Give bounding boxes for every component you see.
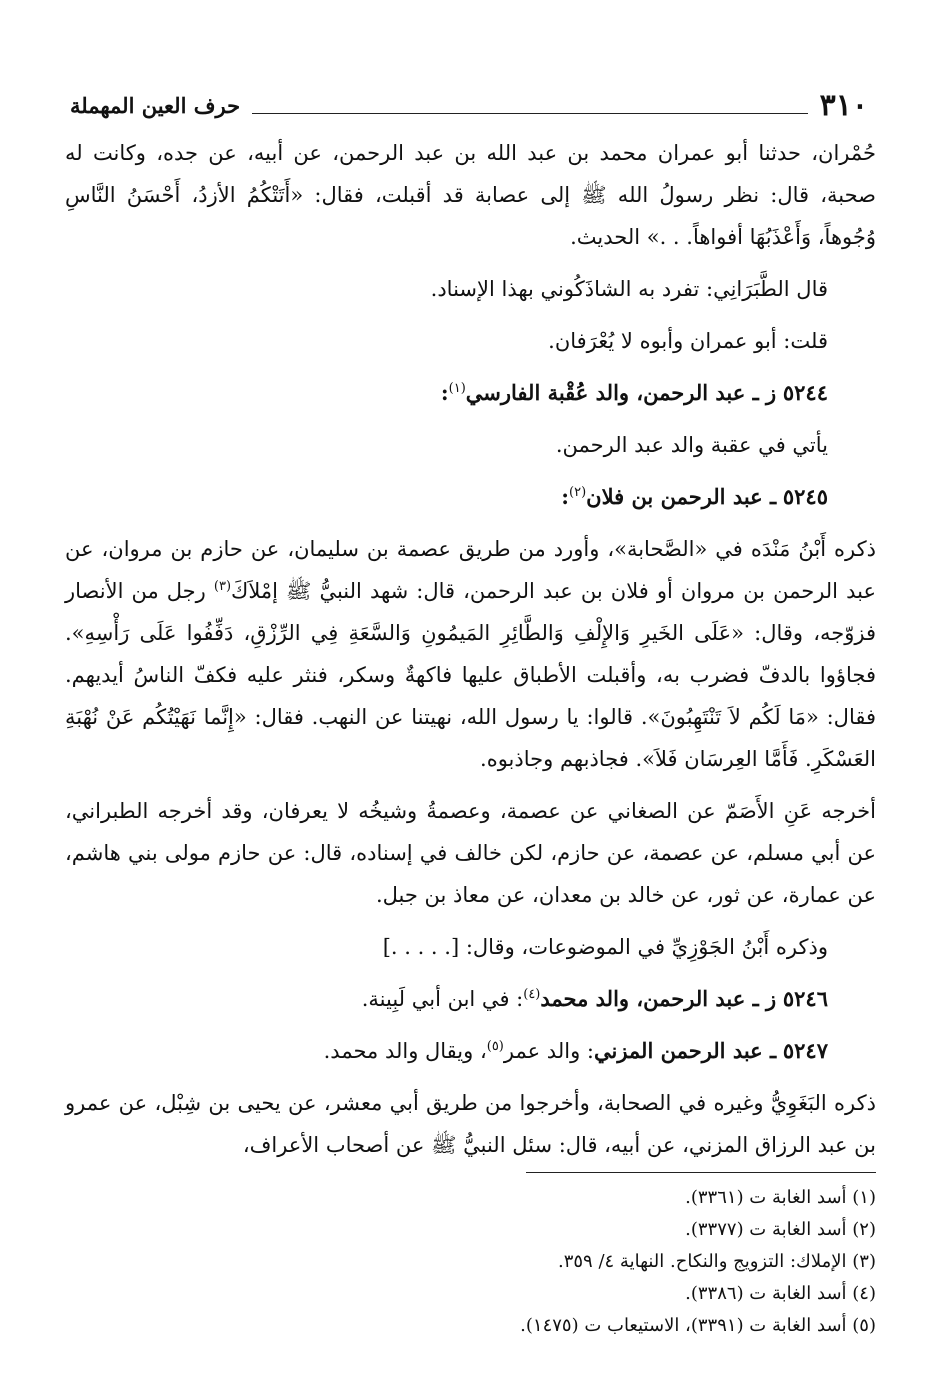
footnote-ref: (٤) [523,987,541,1002]
paragraph-3: قلت: أبو عمران وأبوه لا يُعْرَفان. [548,329,828,353]
footnote-ref: (٥) [486,1039,504,1054]
entry-text: : في ابن أبي لَبِينة. [361,987,524,1011]
page-header [70,82,868,122]
entry-colon: : [440,380,449,405]
footnotes [65,1182,876,1342]
paragraph-7: وذكره أَبْنُ الجَوْزِيِّ في الموضوعات، وقال: [. . . . .] [382,935,828,959]
entry-number: ٥٢٤٤ [782,380,828,405]
entry-text-end: ، ويقال والد محمد. [323,1039,487,1063]
header-rule [252,113,808,114]
footnote-2: (٢) أسد الغابة ت (٣٣٧٧). [685,1219,876,1240]
footnote-ref: (٢) [569,485,587,500]
entry-title: ـ عبد الرحمن المزني [593,1038,777,1063]
entry-colon: : [561,484,569,509]
entry-5245 [65,476,876,518]
paragraph-5-part-a: ذكره أَبْنُ مَنْدَه في «الصَّحابة»، وأورد من طريق عصمة بن سليمان، عن حازم بن مروان، عن عبد الرحمن بن مروان أو فلان بن عبد الرحمن، قال: شهد النبيُّ ﷺ إمْلاَكَ [65,537,876,603]
entry-number: ٥٢٤٧ [782,1038,828,1063]
footnote-3: (٣) الإملاك: التزويج والنكاح. النهاية ٤/ ٣٥٩. [557,1251,876,1272]
footnote-ref: (٣) [213,579,232,594]
page-number: ٣١٠ [819,88,868,123]
main-text [65,132,876,1176]
paragraph-8: ذكره البَغَوِيُّ وغيره في الصحابة، وأخرجوا من طريق أبي معشر، عن يحيى بن شِبْل، عن عمرو بن عبد الرزاق المزني، عن أبيه، قال: سئل النبيُّ ﷺ عن أصحاب الأعراف، [65,1091,876,1157]
paragraph-2: قال الطَّبَرَانِي: تفرد به الشاذَكُوني بهذا الإسناد. [430,277,828,301]
paragraph-4: يأتي في عقبة والد عبد الرحمن. [555,433,828,457]
entry-title: ز ـ عبد الرحمن، والد محمد [540,986,777,1011]
paragraph-6: أخرجه عَنِ الأَصَمّ عن الصغاني عن عصمة، وعصمةُ وشيخُه لا يعرفان، وقد أخرجه الطبراني، عن أبي مسلم، عن عصمة، عن حازم، لكن خالف في إسناده، قال: عن حازم مولى بني هاشم، عن عمارة، عن ثور، عن خالد بن معدان، عن معاذ بن جبل. [65,799,876,907]
entry-5246 [65,978,876,1020]
paragraph-5-part-b: رجل من الأنصار فزوّجه، وقال: «عَلَى الخَيرِ وَالإِلْفِ وَالطَّائِرِ المَيمُونِ وَالسَّعَةِ فِي الرِّزْقِ، دَفِّفُوا عَلَى رَأْسِهِ». فجاؤوا بالدفّ فضرب به، وأقبلت الأطباق عليها فاكهةٌ وسكر، فنثر عليه فكفّ الناسُ أيديهم. فقال: «مَا لَكُم لاَ تَنْتَهِبُونَ». قالوا: يا رسول الله، نهيتنا عن النهب. فقال: «إِنَّما نَهَيْتُكُم عَنْ نُهْبَةِ العَسْكَرِ. فَأَمَّا العِرسَان فَلاَ». فجاذبهم وجاذبوه. [65,579,876,771]
entry-5247 [65,1030,876,1072]
entry-title: ـ عبد الرحمن بن فلان [586,484,777,509]
entry-number: ٥٢٤٥ [782,484,828,509]
footnote-5: (٥) أسد الغابة ت (٣٣٩١)، الاستيعاب ت (١٤٧٥). [520,1315,876,1336]
footnote-4: (٤) أسد الغابة ت (٣٣٨٦). [685,1283,876,1304]
footnote-rule [526,1172,876,1173]
paragraph-5 [65,528,876,780]
footnote-ref: (١) [448,381,466,396]
entry-number: ٥٢٤٦ [782,986,828,1011]
running-title: حرف العين المهملة [70,93,241,118]
entry-5244 [65,372,876,414]
paragraph-1: حُمْران، حدثنا أبو عمران محمد بن عبد الله بن عبد الرحمن، عن أبيه، عن جده، وكانت له صحبة، قال: نظر رسولُ الله ﷺ إلى عصابة قد أقبلت، فقال: «أَتَتْكُمُ الأزدُ، أَحْسَنُ النَّاسِ وُجُوهاً، وَأَعْذَبُهَا أفواهاً. . .» الحديث. [65,141,876,249]
footnote-1: (١) أسد الغابة ت (٣٣٦١). [685,1187,876,1208]
entry-text: : والد عمر [503,1039,594,1063]
entry-title: ز ـ عبد الرحمن، والد عُقْبة الفارسي [465,380,777,405]
